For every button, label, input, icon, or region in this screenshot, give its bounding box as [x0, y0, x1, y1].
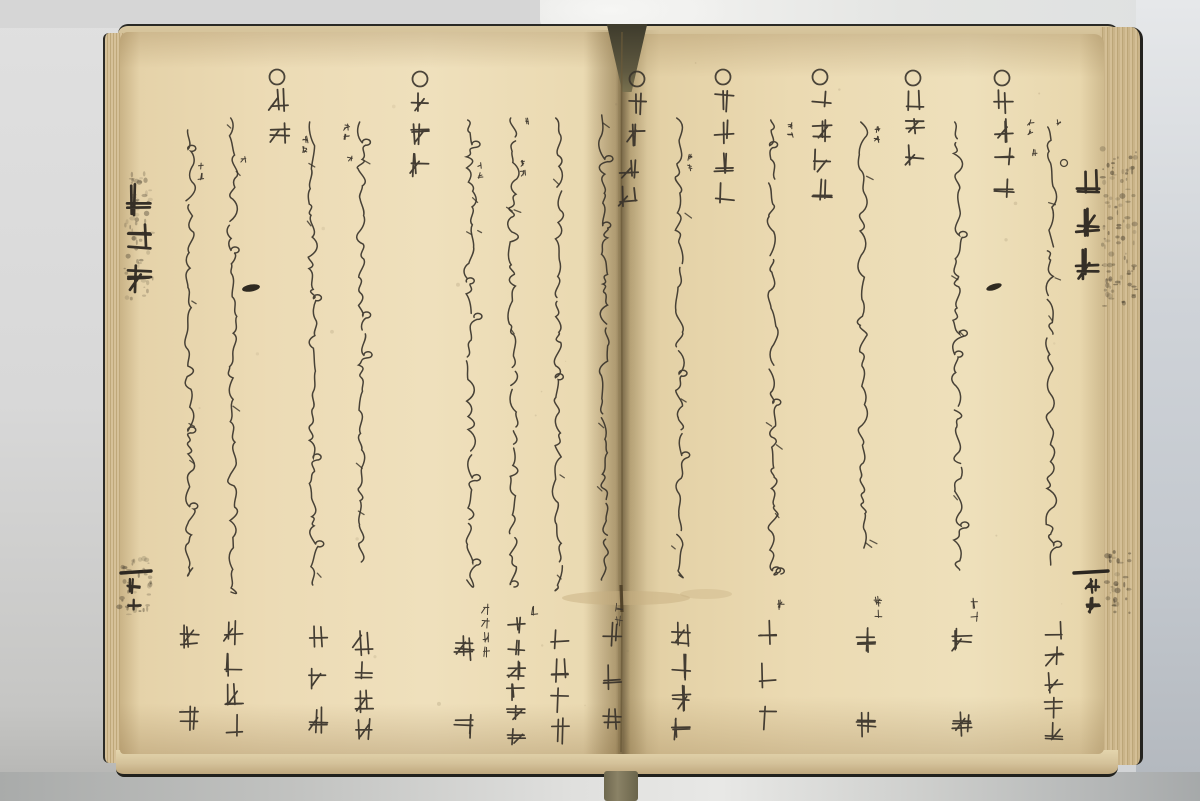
edge-title-left: [122, 176, 156, 304]
author-l-poem-4: [448, 630, 480, 748]
author-l-poem-2: [544, 621, 576, 754]
column-r-header-3: [805, 58, 839, 222]
folio-number-left: [119, 562, 153, 618]
author-l-poem-3: [500, 610, 532, 756]
author-l-poem-7: [218, 614, 250, 752]
author-r-poem-2: [946, 622, 978, 746]
folio-number-right: [1074, 560, 1110, 618]
edge-title-right: [1072, 162, 1106, 296]
column-l-header-1: [403, 58, 437, 222]
author-l-poem-6: [302, 619, 334, 754]
column-l-header-2: [263, 58, 297, 222]
author-l-poem-5: [348, 624, 380, 754]
author-l-poem-8: [173, 618, 205, 740]
author-r-poem-5: [665, 616, 697, 754]
column-r-header-4: [707, 58, 741, 222]
author-r-poem-4: [752, 614, 784, 752]
column-r-header-2: [898, 58, 932, 222]
author-l-poem-1: [596, 616, 628, 754]
column-r-header-1: [987, 58, 1021, 222]
author-r-poem-1: [1038, 614, 1070, 754]
author-r-poem-3: [850, 621, 882, 746]
column-r-header-5: [620, 58, 654, 222]
